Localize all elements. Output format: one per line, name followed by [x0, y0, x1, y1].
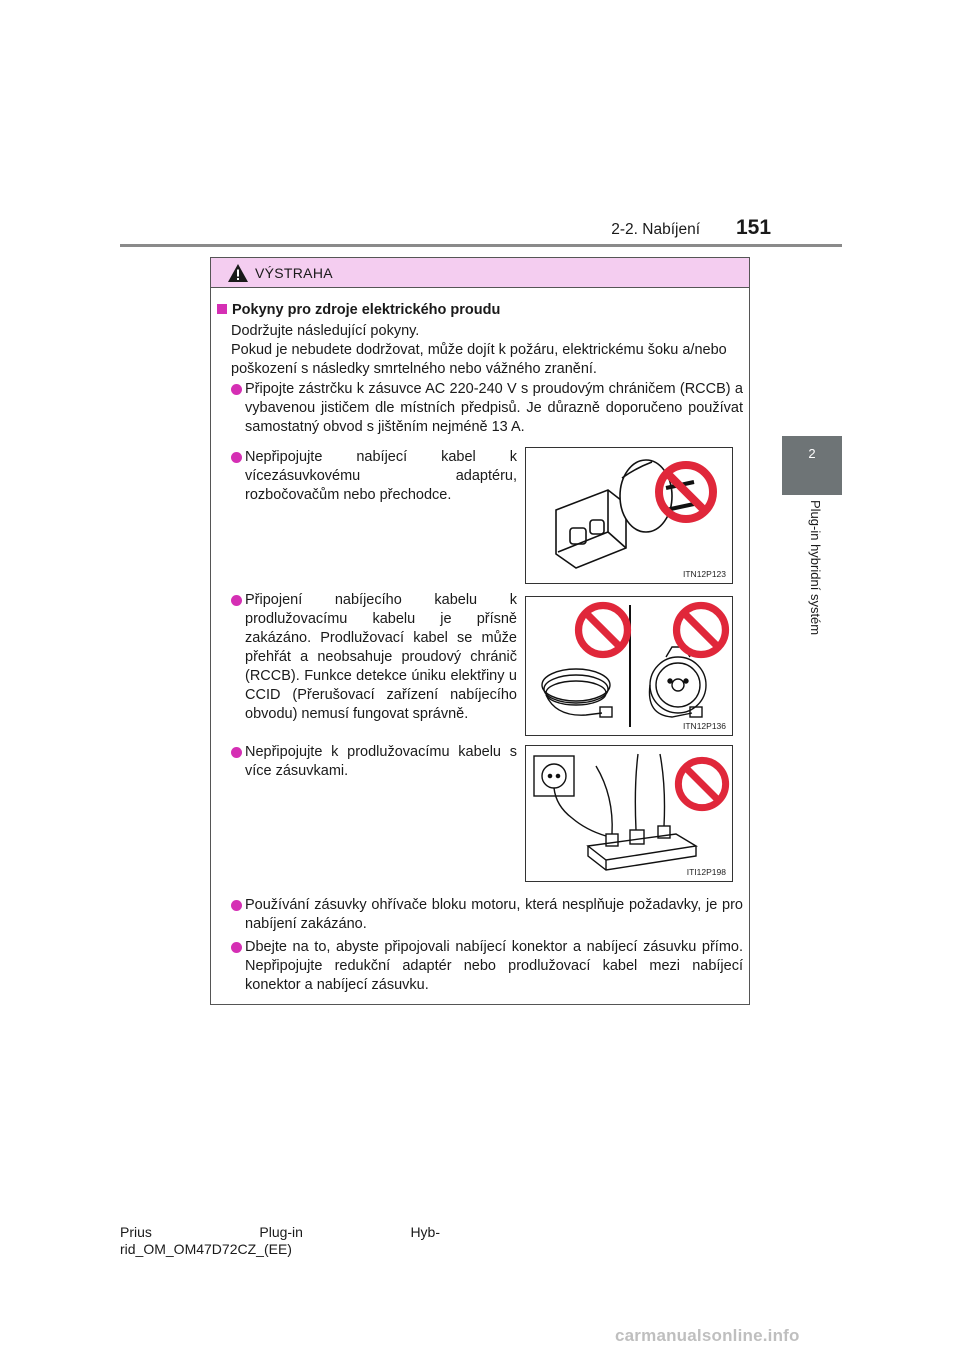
footer-word: Plug-in: [259, 1224, 303, 1240]
figure-code: ITI12P198: [686, 867, 726, 877]
warning-header: [211, 258, 749, 288]
figure-plug-adapter: [525, 447, 733, 584]
bullet-icon: [231, 942, 242, 953]
warning-title: VÝSTRAHA: [255, 265, 333, 281]
intro-line: poškození s následky smrtelného nebo vážného zranění.: [231, 361, 597, 377]
page-number: 151: [736, 216, 772, 239]
prohibition-icon: [672, 601, 730, 659]
figure-code: ITN12P123: [683, 569, 726, 579]
footer-manual-id: [120, 1224, 440, 1258]
bullet-icon: [231, 452, 242, 463]
bullet-text: Nepřipojujte nabíjecí kabel k vícezásuvkovému adaptéru, rozbočovačům nebo přechodce.: [245, 449, 517, 503]
intro-line: Dodržujte následující pokyny.: [231, 323, 420, 339]
bullet-text: Dbejte na to, abyste připojovali nabíjecí konektor a nabíjecí zásuvku přímo. Nepřipojujte redukční adaptér nebo prodlužovací kabel mezi nabíjecí konektor a nabíjecí zásuvku.: [245, 939, 743, 993]
bullet-text: Používání zásuvky ohřívače bloku motoru, která nesplňuje požadavky, je pro nabíjení zakázáno.: [245, 897, 743, 932]
chapter-tab: [782, 436, 842, 495]
bullet-icon: [231, 595, 242, 606]
section-heading: [217, 302, 500, 318]
bullet-text: Připojte zástrčku k zásuvce AC 220-240 V s proudovým chráničem (RCCB) a vybavenou jističem dle místních předpisů. Je důrazně doporučeno používat samostatný obvod s jištěním nejméně 13 A.: [245, 381, 743, 435]
bullet-icon: [231, 747, 242, 758]
figure-code: ITN12P136: [683, 721, 726, 731]
footer-line: rid_OM_OM47D72CZ_(EE): [120, 1241, 292, 1257]
section-heading-text: Pokyny pro zdroje elektrického proudu: [232, 302, 501, 318]
chapter-number: 2: [808, 446, 816, 461]
header-rule: [120, 244, 842, 247]
chapter-title: Plug-in hybridní systém: [808, 500, 823, 636]
section-title: 2-2. Nabíjení: [611, 221, 700, 238]
figure-power-strip: [525, 745, 733, 882]
intro-line: Pokud je nebudete dodržovat, může dojít k požáru, elektrickému šoku a/nebo: [231, 342, 727, 358]
bullet-text: Nepřipojujte k prodlužovacímu kabelu s více zásuvkami.: [245, 744, 517, 779]
footer-word: Prius: [120, 1224, 152, 1240]
warning-box: [210, 257, 750, 1005]
figure-extension-cable: [525, 596, 733, 736]
prohibition-icon: [654, 460, 718, 524]
watermark: carmanualsonline.info: [615, 1326, 800, 1345]
warning-triangle-icon: [227, 263, 249, 283]
bullet-icon: [231, 900, 242, 911]
bullet-icon: [231, 384, 242, 395]
prohibition-icon: [574, 601, 632, 659]
square-bullet-icon: [217, 304, 227, 314]
prohibition-icon: [674, 756, 730, 812]
bullet-text: Připojení nabíjecího kabelu k prodlužovacímu kabelu je přísně zakázáno. Prodlužovací kabel se může přehřát a neobsahuje proudový chránič (RCCB). Funkce detekce úniku elektřiny u CCID (Přerušovací zařízení nabíjecího obvodu) nemusí fungovat správně.: [245, 592, 517, 722]
footer-word: Hyb-: [410, 1224, 440, 1240]
